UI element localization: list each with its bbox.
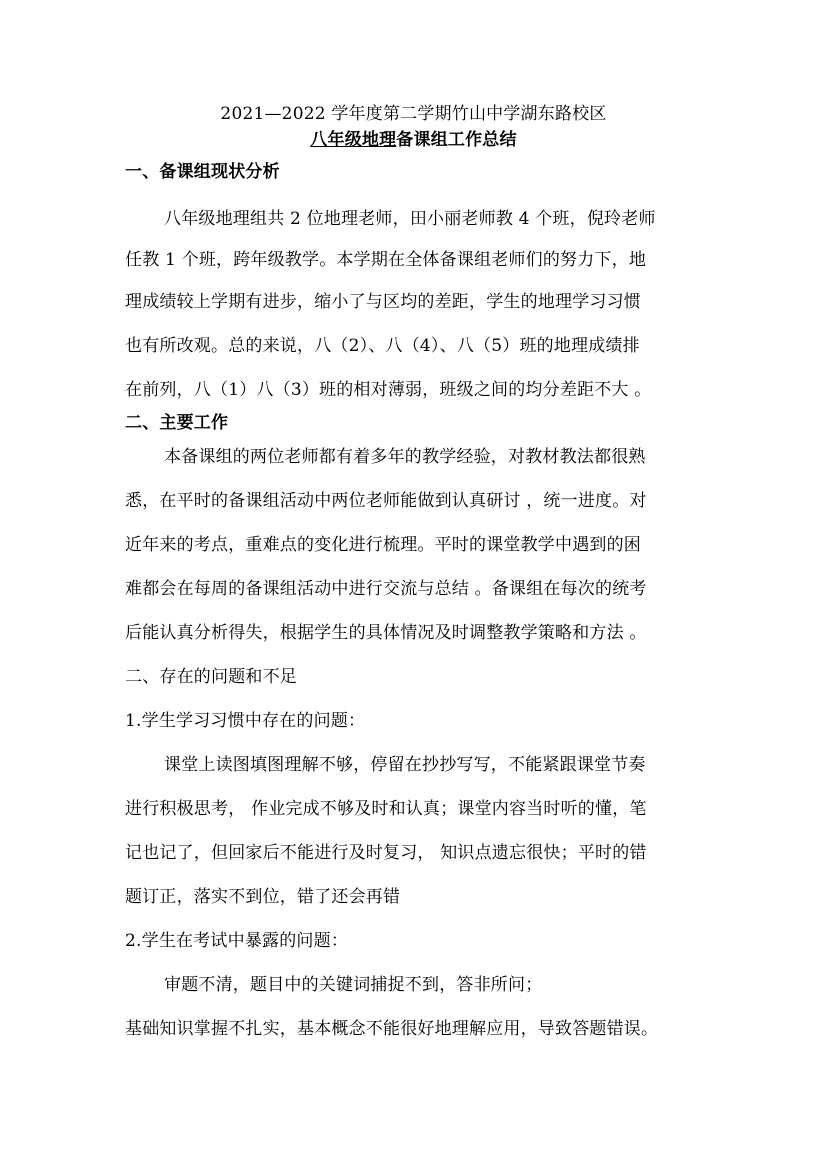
title-rest: 备课组工作总结 <box>396 130 517 150</box>
sub1-line: 记也记了，但回家后不能进行及时复习， 知识点遗忘很快；平时的错 <box>125 843 647 863</box>
sub2-line: 审题不清，题目中的关键词捕捉不到，答非所问； <box>164 975 543 995</box>
sub1-line: 进行积极思考， 作业完成不够及时和认真；课堂内容当时听的懂，笔 <box>125 799 647 819</box>
section2-line: 后能认真分析得失，根据学生的具体情况及时调整教学策略和方法 。 <box>125 623 647 643</box>
section1-heading: 一、备课组现状分析 <box>125 162 280 182</box>
section1-line: 也有所改观。总的来说，八（2）、八（4）、八（5）班的地理成绩排 <box>125 336 640 356</box>
title-line-1: 2021—2022 学年度第二学期竹山中学湖东路校区 <box>220 104 607 124</box>
section2-line: 近年来的考点，重难点的变化进行梳理。平时的课堂教学中遇到的困 <box>125 535 641 555</box>
section1-line: 在前列，八（1）八（3）班的相对薄弱，班级之间的均分差距不大 。 <box>125 380 652 400</box>
sub2-line: 基础知识掌握不扎实，基本概念不能很好地理解应用，导致答题错误。 <box>125 1019 659 1039</box>
section2-heading: 二、主要工作 <box>125 413 229 433</box>
sub2-heading: 2.学生在考试中暴露的问题： <box>125 931 349 951</box>
title-line-2 <box>0 129 827 151</box>
section1-line: 任教 1 个班，跨年级教学。本学期在全体备课组老师们的努力下，地 <box>125 250 647 270</box>
section1-line: 理成绩较上学期有进步，缩小了与区均的差距，学生的地理学习习惯 <box>125 292 641 312</box>
section1-line: 八年级地理组共 2 位地理老师，田小丽老师教 4 个班，倪玲老师 <box>164 209 656 229</box>
sub1-heading: 1.学生学习习惯中存在的问题： <box>125 711 366 731</box>
section2-line: 本备课组的两位老师都有着多年的教学经验，对教材教法都很熟 <box>164 447 646 467</box>
section2-line: 悉，在平时的备课组活动中两位老师能做到认真研讨 ，统一进度。对 <box>125 491 647 511</box>
section3-heading: 二、存在的问题和不足 <box>125 667 297 687</box>
sub1-line: 题订正，落实不到位，错了还会再错 <box>125 887 401 907</box>
sub1-line: 课堂上读图填图理解不够，停留在抄抄写写，不能紧跟课堂节奏 <box>164 755 646 775</box>
title-grade-subject: 八年级地理 <box>310 130 397 150</box>
section2-line: 难都会在每周的备课组活动中进行交流与总结 。备课组在每次的统考 <box>125 579 647 599</box>
